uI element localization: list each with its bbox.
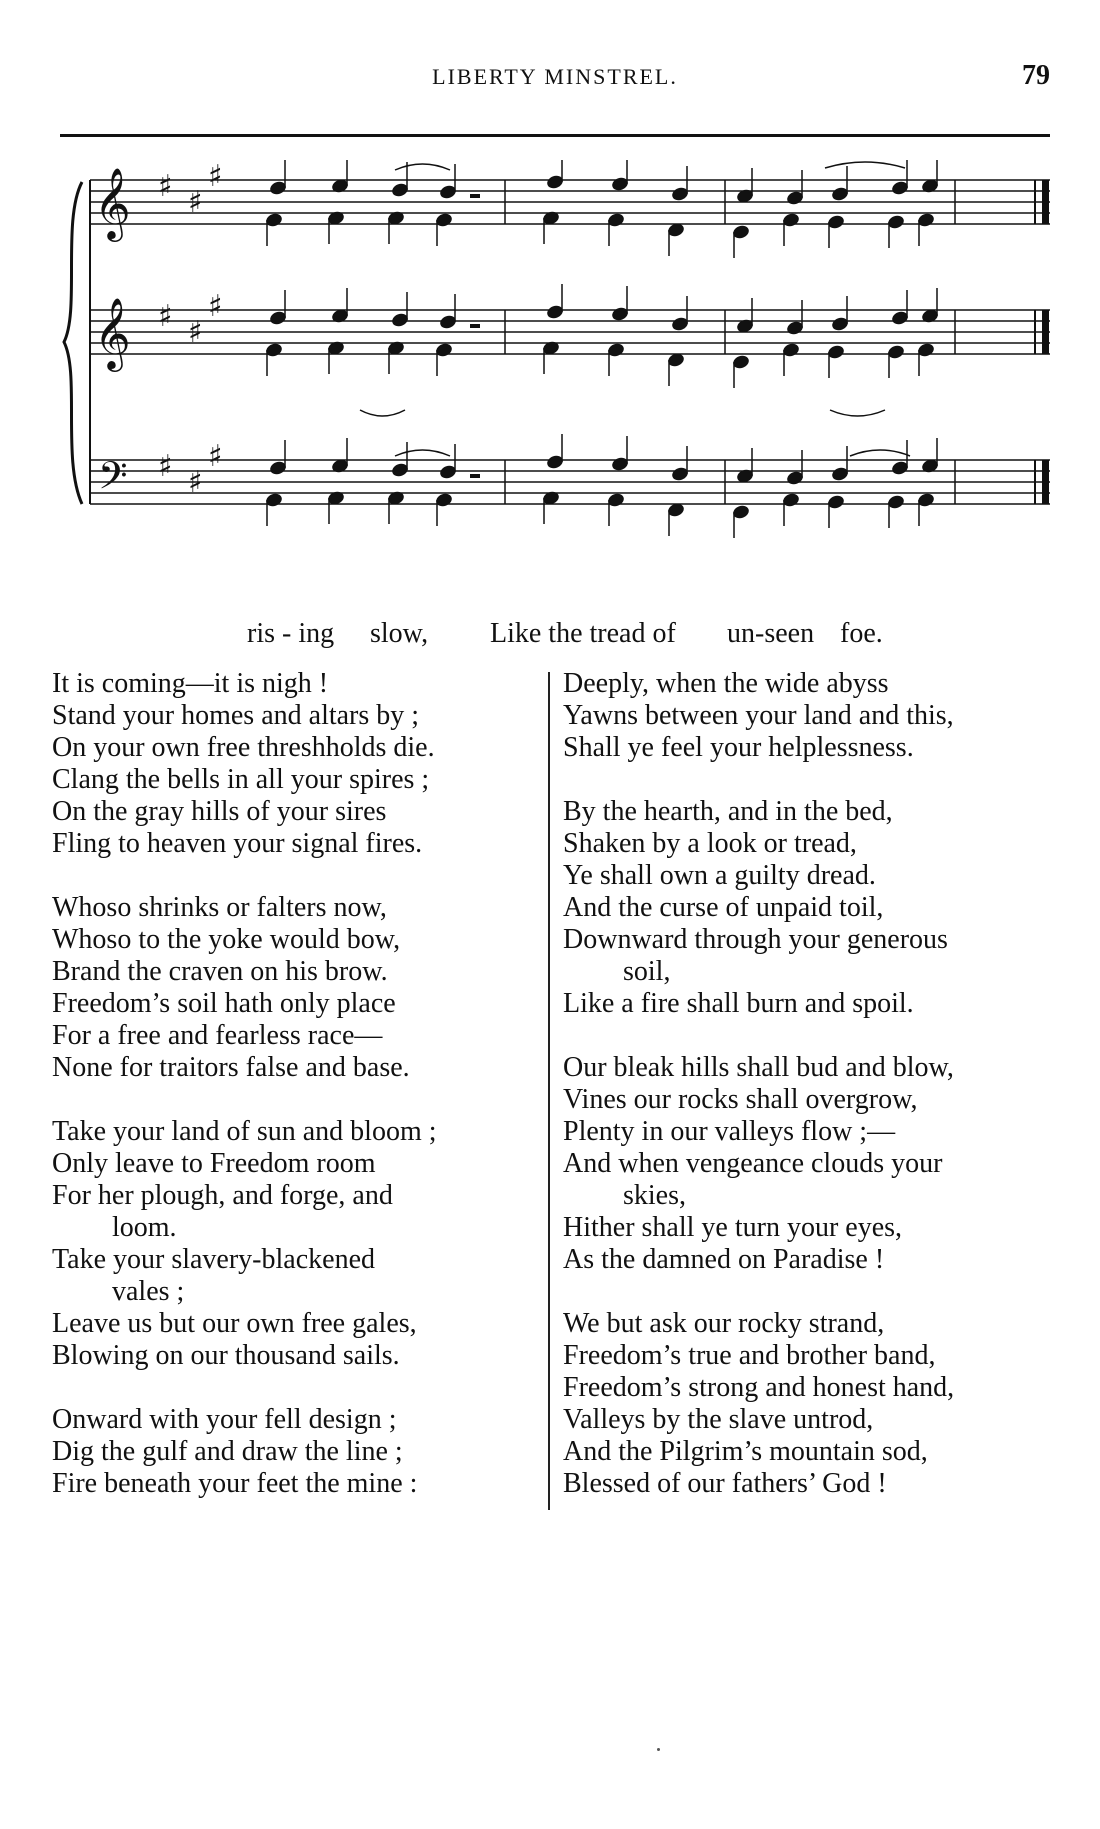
poem-line: And when vengeance clouds your bbox=[563, 1148, 943, 1179]
column-divider bbox=[548, 672, 550, 1510]
bass-clef: 𝄢 bbox=[98, 453, 128, 507]
poem-line: We but ask our rocky strand, bbox=[563, 1308, 885, 1339]
poem-line: Blessed of our fathers’ God ! bbox=[563, 1468, 887, 1499]
poem-line: Leave us but our own free gales, bbox=[52, 1308, 417, 1339]
poem-line: vales ; bbox=[112, 1276, 185, 1307]
poem-line: Deeply, when the wide abyss bbox=[563, 668, 889, 699]
sharp-sign: ♯ bbox=[158, 299, 173, 334]
poem-line: Freedom’s soil hath only place bbox=[52, 988, 396, 1019]
stanza bbox=[52, 668, 572, 860]
poem-line: Fling to heaven your signal fires. bbox=[52, 828, 423, 859]
final-barline-thick bbox=[1042, 460, 1049, 504]
poem-line: Our bleak hills shall bud and blow, bbox=[563, 1052, 954, 1083]
rest-mark bbox=[470, 474, 480, 478]
poem-line: On your own free threshholds die. bbox=[52, 732, 435, 763]
running-title: LIBERTY MINSTREL. bbox=[432, 64, 678, 89]
slur bbox=[395, 450, 450, 456]
slur bbox=[830, 410, 885, 416]
poem-line: As the damned on Paradise ! bbox=[563, 1244, 885, 1275]
poem-line: On the gray hills of your sires bbox=[52, 796, 387, 827]
lyric-syllable: slow, bbox=[370, 618, 429, 649]
lyric-syllable: foe. bbox=[840, 618, 883, 649]
score-notation bbox=[50, 160, 1060, 615]
poem-line: Take your land of sun and bloom ; bbox=[52, 1116, 437, 1147]
poem-line: Yawns between your land and this, bbox=[563, 700, 954, 731]
stanza bbox=[563, 1308, 1063, 1500]
treble-clef: 𝄞 bbox=[94, 296, 131, 369]
lyric-syllable: Like the tread of bbox=[490, 618, 676, 649]
poem-line: Hither shall ye turn your eyes, bbox=[563, 1212, 903, 1243]
lyric-line bbox=[50, 618, 1060, 658]
sharp-sign: ♯ bbox=[188, 315, 203, 350]
slur bbox=[825, 162, 905, 168]
sharp-sign: ♯ bbox=[158, 449, 173, 484]
sharp-sign: ♯ bbox=[188, 185, 203, 220]
slur bbox=[850, 450, 910, 456]
poem-line: Only leave to Freedom room bbox=[52, 1148, 376, 1179]
poem-line: Clang the bells in all your spires ; bbox=[52, 764, 430, 795]
stanza bbox=[52, 1116, 572, 1372]
poem-line: It is coming—it is nigh ! bbox=[52, 668, 329, 699]
slur bbox=[360, 410, 405, 416]
poem-line: Shaken by a look or tread, bbox=[563, 828, 857, 859]
poem-line: Shall ye feel your helplessness. bbox=[563, 732, 914, 763]
stanza bbox=[52, 892, 572, 1084]
music-score bbox=[50, 160, 1060, 660]
poem-line: By the hearth, and in the bed, bbox=[563, 796, 893, 827]
sharp-sign: ♯ bbox=[208, 289, 223, 324]
slur bbox=[395, 164, 450, 170]
rest-mark bbox=[470, 194, 480, 198]
poem-line: Whoso shrinks or falters now, bbox=[52, 892, 387, 923]
poem-line: Stand your homes and altars by ; bbox=[52, 700, 420, 731]
poem-line: Freedom’s strong and honest hand, bbox=[563, 1372, 955, 1403]
sharp-sign: ♯ bbox=[208, 439, 223, 474]
system-brace bbox=[64, 182, 82, 504]
stanza bbox=[563, 1052, 1063, 1276]
poem-right-column bbox=[563, 668, 1063, 1532]
poem-line: Downward through your generous bbox=[563, 924, 948, 955]
sharp-sign: ♯ bbox=[188, 465, 203, 500]
sharp-sign: ♯ bbox=[158, 169, 173, 204]
poem-line: loom. bbox=[112, 1212, 177, 1243]
treble-clef: 𝄞 bbox=[94, 166, 131, 239]
rest-mark bbox=[470, 324, 480, 328]
poem-line: And the curse of unpaid toil, bbox=[563, 892, 884, 923]
header-rule bbox=[60, 134, 1050, 137]
poem-line: Freedom’s true and brother band, bbox=[563, 1340, 936, 1371]
stanza bbox=[563, 796, 1063, 1020]
poem-line: Dig the gulf and draw the line ; bbox=[52, 1436, 403, 1467]
lyric-syllable: un-seen bbox=[727, 618, 815, 649]
poem-line: For her plough, and forge, and bbox=[52, 1180, 393, 1211]
poem-line: Plenty in our valleys flow ;— bbox=[563, 1116, 896, 1147]
final-barline-thick bbox=[1042, 180, 1049, 224]
page-number: 79 bbox=[1022, 60, 1050, 91]
page-header bbox=[60, 56, 1050, 96]
poem-line: Onward with your fell design ; bbox=[52, 1404, 397, 1435]
poem-line: And the Pilgrim’s mountain sod, bbox=[563, 1436, 928, 1467]
poem-line: Whoso to the yoke would bow, bbox=[52, 924, 401, 955]
poem-line: skies, bbox=[623, 1180, 686, 1211]
poem-line: Valleys by the slave untrod, bbox=[563, 1404, 874, 1435]
stanza bbox=[52, 1404, 572, 1500]
poem-line: Vines our rocks shall overgrow, bbox=[563, 1084, 918, 1115]
final-barline-thick bbox=[1042, 310, 1049, 354]
poem-line: Like a fire shall burn and spoil. bbox=[563, 988, 914, 1019]
poem-line: Fire beneath your feet the mine : bbox=[52, 1468, 418, 1499]
poem-line: Ye shall own a guilty dread. bbox=[563, 860, 876, 891]
stanza bbox=[563, 668, 1063, 764]
poem-line: soil, bbox=[623, 956, 671, 987]
poem-line: Blowing on our thousand sails. bbox=[52, 1340, 400, 1371]
sharp-sign: ♯ bbox=[208, 160, 223, 194]
poem-left-column bbox=[52, 668, 572, 1532]
poem-line: Take your slavery-blackened bbox=[52, 1244, 375, 1275]
poem-line: None for traitors false and base. bbox=[52, 1052, 410, 1083]
poem-line: For a free and fearless race— bbox=[52, 1020, 383, 1051]
poem-line: Brand the craven on his brow. bbox=[52, 956, 388, 987]
lyric-syllable: ris - ing bbox=[247, 618, 335, 649]
print-speck bbox=[657, 1748, 660, 1751]
